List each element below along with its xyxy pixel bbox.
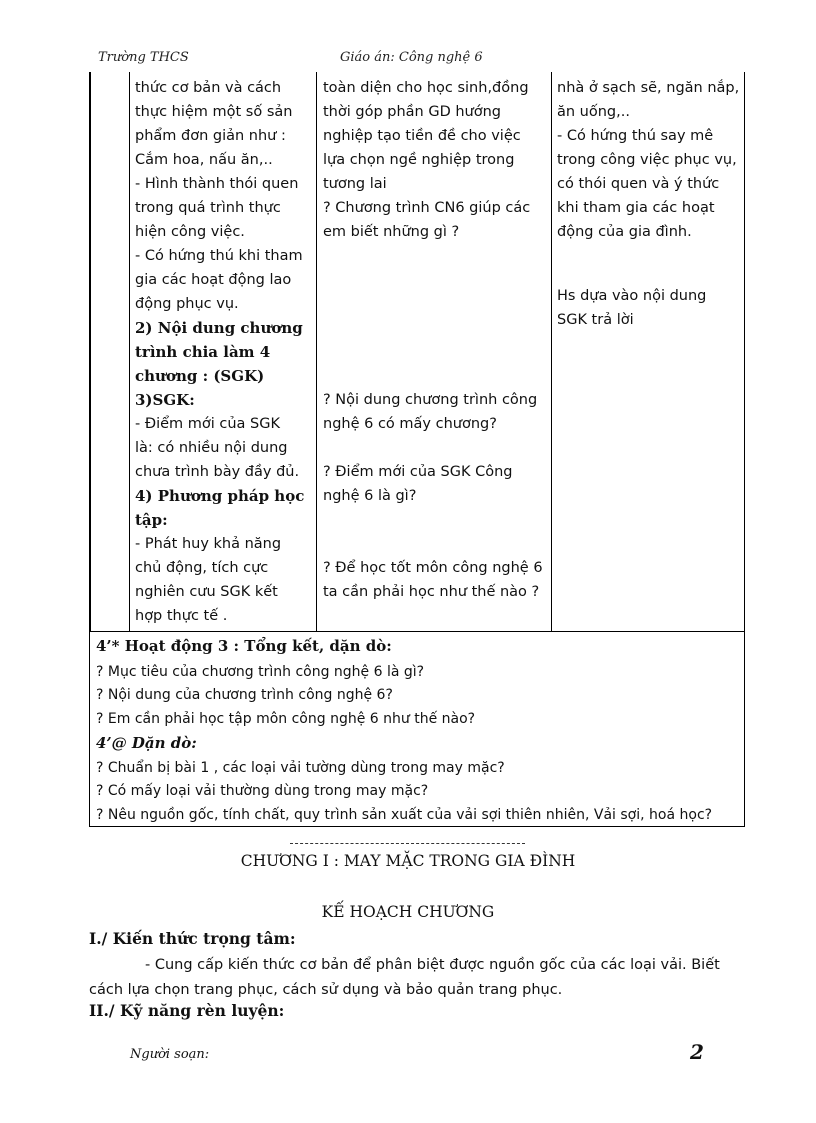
column-divider [129,72,130,631]
divider [290,843,525,844]
teacher-question-line: nghệ 6 có mấy chương? [323,416,497,432]
content-line: tập: [135,511,168,529]
author-label: Người soạn: [130,1047,210,1062]
paragraph-line: cách lựa chọn trang phục, cách sử dụng và bảo quản trang phục. [89,982,563,998]
teacher-line: lựa chọn ngề nghiệp trong [323,152,515,168]
content-line: - Điểm mới của SGK [135,416,280,432]
column-divider [316,72,317,631]
content-line: Cắm hoa, nấu ăn,.. [135,152,273,168]
summary-question: ? Nội dung của chương trình công nghệ 6? [96,687,393,703]
student-line: khi tham gia các hoạt [557,200,715,216]
lesson-table [89,72,745,632]
summary-box [89,631,745,827]
homework-title: 4’@ Dặn dò: [96,734,197,752]
question-chapters [323,388,548,436]
teacher-intro [323,76,548,244]
teacher-question-line: nghệ 6 là gì? [323,488,417,504]
teacher-question-line: ? Để học tốt môn công nghệ 6 [323,560,543,576]
teacher-line: em biết những gì ? [323,224,460,240]
teacher-line: tương lai [323,176,387,192]
teacher-question-line: ta cần phải học như thế nào ? [323,584,540,600]
content-line: 4) Phương pháp học [135,487,305,505]
column-divider [551,72,552,631]
student-line: ăn uống,.. [557,104,630,120]
student-intro [557,76,742,244]
content-line: hợp thực tế . [135,608,228,624]
content-line: là: có nhiều nội dung [135,440,288,456]
student-answer-line: SGK trả lời [557,312,634,328]
summary-title: 4’* Hoạt động 3 : Tổng kết, dặn dò: [96,637,392,655]
student-answer [557,284,742,332]
content-line: chưa trình bày đầy đủ. [135,464,300,480]
section-title: I./ Kiến thức trọng tâm: [89,929,296,948]
student-activity-column [557,76,742,328]
chapter-title: CHƯƠNG I : MAY MẶC TRONG GIA ĐÌNH [240,852,576,870]
content-line: - Hình thành thói quen [135,176,299,192]
plan-title: KẾ HOẠCH CHƯƠNG [321,903,495,921]
student-line: - Có hứng thú say mê [557,128,714,144]
content-line: 2) Nội dung chương [135,319,303,337]
section-title: II./ Kỹ năng rèn luyện: [89,1001,285,1020]
content-line: trong quá trình thực [135,200,281,216]
content-line: - Có hứng thú khi tham [135,248,303,264]
content-line: trình chia làm 4 [135,343,271,361]
teacher-activity-column [323,76,548,600]
teacher-line: nghiệp tạo tiền đề cho việc [323,128,521,144]
summary-question: ? Mục tiêu của chương trình công nghệ 6 là gì? [96,664,425,680]
content-line: động phục vụ. [135,296,239,312]
page-number: 2 [690,1040,704,1064]
teacher-question-line: ? Điểm mới của SGK Công [323,464,513,480]
teacher-question-line: ? Nội dung chương trình công [323,392,538,408]
school-name: Trường THCS [98,50,189,65]
content-line: chương : (SGK) [135,367,265,385]
content-column [135,76,315,628]
content-line: chủ động, tích cực [135,560,269,576]
content-line: thức cơ bản và cách [135,80,282,96]
paragraph-line: - Cung cấp kiến thức cơ bản để phân biệt được nguồn gốc của các loại vải. Biết [145,957,720,973]
teacher-line: toàn diện cho học sinh,đồng [323,80,529,96]
content-line: thực hiệm một số sản [135,104,293,120]
question-new-points [323,460,548,508]
content-line: phẩm đơn giản như : [135,128,286,144]
student-line: trong công việc phục vụ, [557,152,737,168]
summary-question: ? Em cần phải học tập môn công nghệ 6 như thế nào? [96,711,476,727]
student-line: nhà ở sạch sẽ, ngăn nắp, [557,80,740,96]
question-study-method [323,556,548,604]
student-line: có thói quen và ý thức [557,176,720,192]
content-line: hiện công việc. [135,224,245,240]
homework-item: ? Nêu nguồn gốc, tính chất, quy trình sản xuất của vải sợi thiên nhiên, Vải sợi, hoá học? [96,807,713,823]
content-line: gia các hoạt động lao [135,272,292,288]
student-line: động của gia đình. [557,224,692,240]
homework-item: ? Có mấy loại vải thường dùng trong may mặc? [96,783,429,799]
homework-item: ? Chuẩn bị bài 1 , các loại vải tường dùng trong may mặc? [96,760,505,776]
teacher-line: thời góp phần GD hướng [323,104,502,120]
page-header [0,50,816,70]
student-answer-line: Hs dựa vào nội dung [557,288,707,304]
section-paragraph [89,953,749,1003]
content-line: nghiên cưu SGK kết [135,584,278,600]
content-line: 3)SGK: [135,391,195,409]
lesson-subject: Giáo án: Công nghệ 6 [340,50,483,65]
content-line: - Phát huy khả năng [135,536,282,552]
table-border [90,72,91,631]
teacher-line: ? Chương trình CN6 giúp các [323,200,531,216]
